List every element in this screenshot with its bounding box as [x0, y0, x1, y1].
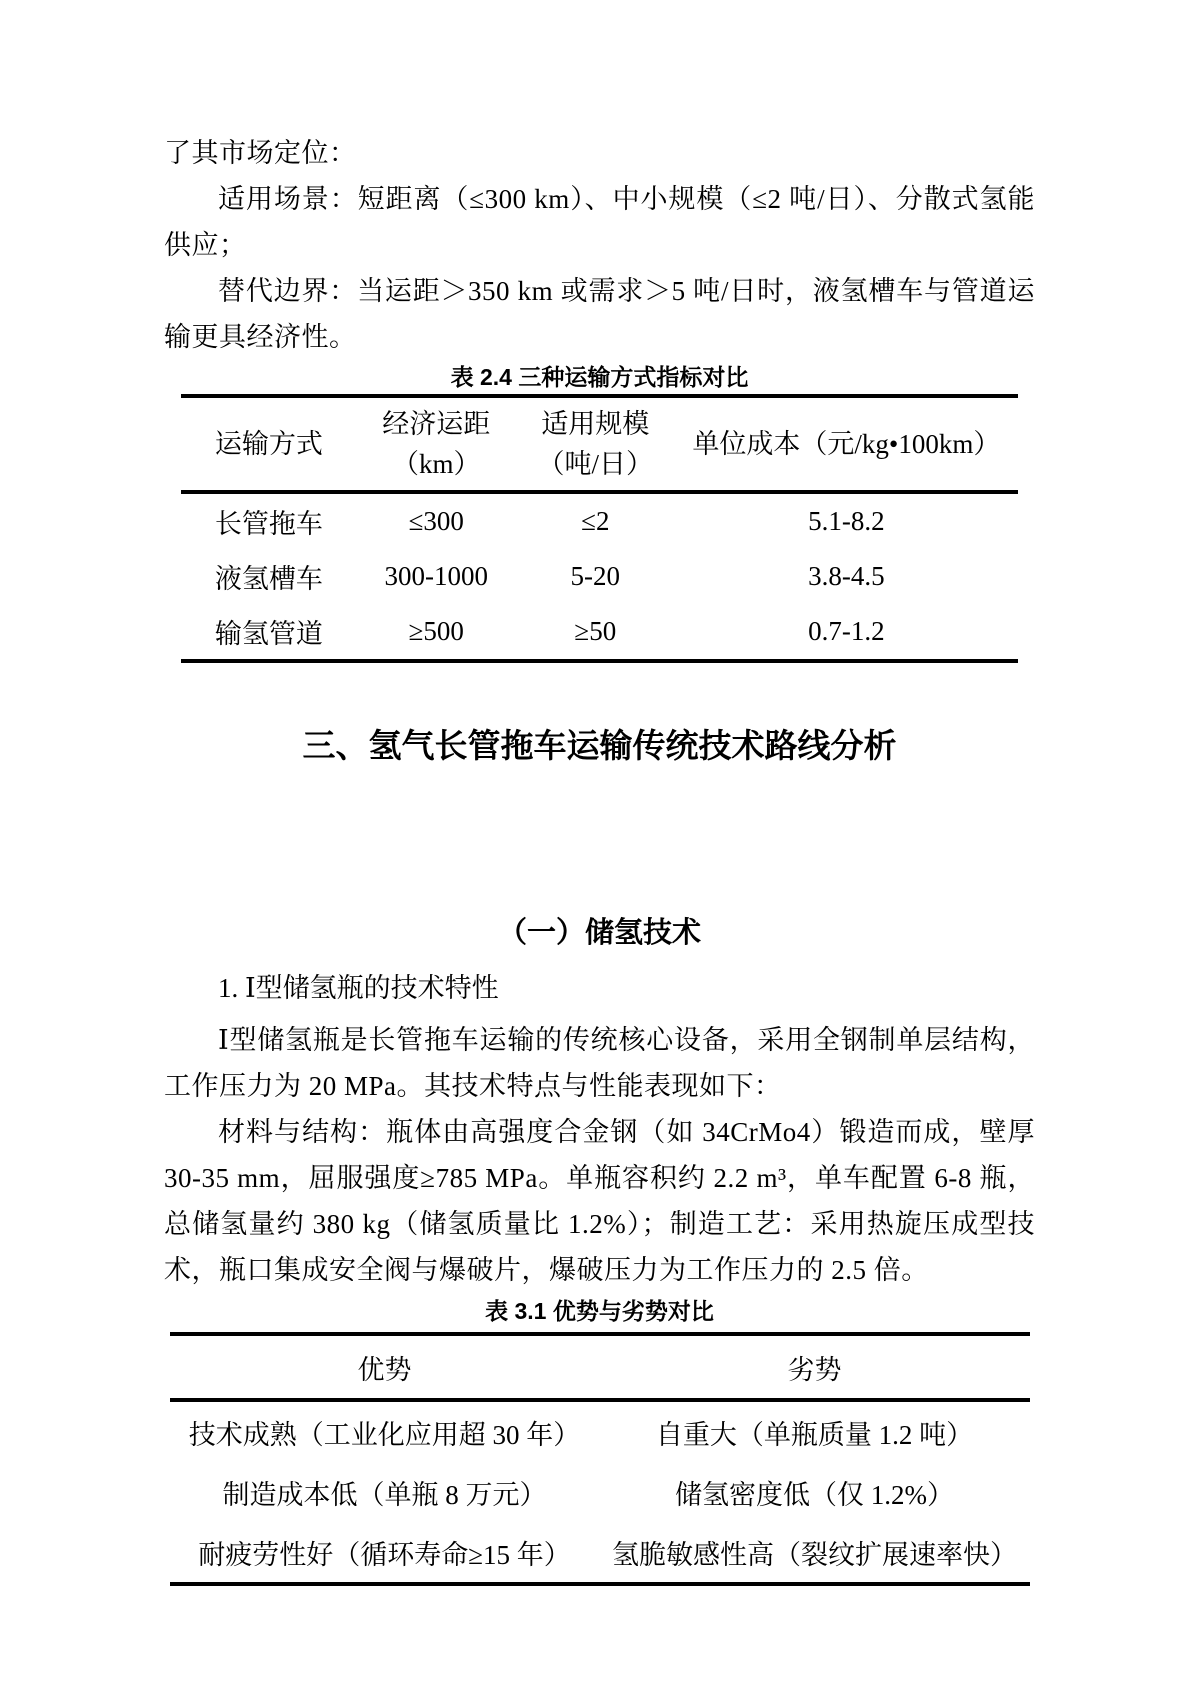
paragraph-continuation: 了其市场定位：	[164, 138, 357, 168]
table-header	[170, 1334, 1030, 1400]
table-cell: 技术成熟（工业化应用超 30 年）	[188, 1419, 581, 1450]
table-cell: 300-1000	[384, 561, 489, 591]
column-header-unit: （km）	[392, 449, 481, 479]
table-cell: 氢脆敏感性高（裂纹扩展速率快）	[612, 1539, 1017, 1570]
table-cell: ≥500	[408, 616, 464, 646]
table-cell: ≤2	[581, 506, 610, 536]
table-transport-comparison	[181, 394, 1018, 663]
table-cell: 0.7-1.2	[808, 616, 885, 646]
column-header-label: 单位成本（元/kg•100km）	[692, 429, 1001, 459]
column-header-label: 运输方式	[214, 429, 323, 459]
table-row	[170, 1400, 1030, 1462]
column-header-label: 适用规模	[541, 409, 650, 439]
column-header-unit-cost	[675, 396, 1018, 492]
section-heading: 三、氢气长管拖车运输传统技术路线分析	[302, 727, 897, 764]
column-header-disadvantages: 劣势	[600, 1334, 1030, 1400]
table-cell: 制造成本低（单瓶 8 万元）	[222, 1479, 547, 1510]
table-cell: 3.8-4.5	[808, 561, 885, 591]
table-body	[170, 1400, 1030, 1584]
paragraph-group	[164, 1017, 1035, 1293]
table-cell: 液氢槽车	[214, 564, 323, 594]
table-2-4-caption: 表 2.4 三种运输方式指标对比	[450, 364, 749, 390]
table-cell: 自重大（单瓶质量 1.2 吨）	[655, 1419, 974, 1450]
column-header-label: 经济运距	[382, 409, 491, 439]
table-row-liquid-tanker	[181, 549, 1018, 604]
table-pros-cons	[170, 1332, 1030, 1586]
table-cell: 长管拖车	[214, 509, 323, 539]
table-cell: 5-20	[570, 561, 621, 591]
table-body	[181, 492, 1018, 661]
table-cell: 耐疲劳性好（循环寿命≥15 年）	[198, 1539, 571, 1570]
item-title: 1. Ⅰ型储氢瓶的技术特性	[218, 973, 499, 1003]
paragraph-bottle-intro: Ⅰ型储氢瓶是长管拖车运输的传统核心设备，采用全钢制单层结构，工作压力为 20 MPa。其技术特点与性能表现如下：	[164, 1025, 1035, 1101]
column-header-economic-distance	[357, 396, 516, 492]
column-header-transport-mode	[181, 396, 357, 492]
column-header-advantages: 优势	[170, 1334, 600, 1400]
paragraph-boundary: 替代边界：当运距＞350 km 或需求＞5 吨/日时，液氢槽车与管道运输更具经济性。	[164, 276, 1035, 352]
table-cell: 输氢管道	[214, 619, 323, 649]
table-row-pipeline	[181, 604, 1018, 661]
table-row	[170, 1462, 1030, 1522]
column-header-unit: （吨/日）	[537, 449, 654, 479]
paragraph-scenario: 适用场景：短距离（≤300 km）、中小规模（≤2 吨/日）、分散式氢能供应；	[164, 184, 1035, 260]
table-header-row	[181, 396, 1018, 492]
paragraph-bottle-detail: 材料与结构：瓶体由高强度合金钢（如 34CrMo4）锻造而成，壁厚 30-35 mm，屈服强度≥785 MPa。单瓶容积约 2.2 m³，单车配置 6-8 瓶，总储氢量约 380 kg（储氢质量比 1.2%）；制造工艺：采用热旋压成型技术，瓶口集成安全阀与爆破片，爆破压力为工作压力的 2.5 倍。	[164, 1117, 1035, 1285]
table-3-1-caption: 表 3.1 优势与劣势对比	[485, 1298, 714, 1324]
table-header	[181, 396, 1018, 492]
table-cell: ≤300	[408, 506, 464, 536]
subsection-heading: （一）储氢技术	[497, 917, 701, 949]
table-row	[170, 1522, 1030, 1584]
table-cell: ≥50	[574, 616, 617, 646]
table-row-tube-trailer	[181, 492, 1018, 549]
table-cell: 5.1-8.2	[808, 506, 885, 536]
table-cell: 储氢密度低（仅 1.2%）	[675, 1479, 954, 1510]
table-header-row	[170, 1334, 1030, 1400]
column-header-applicable-scale	[516, 396, 675, 492]
